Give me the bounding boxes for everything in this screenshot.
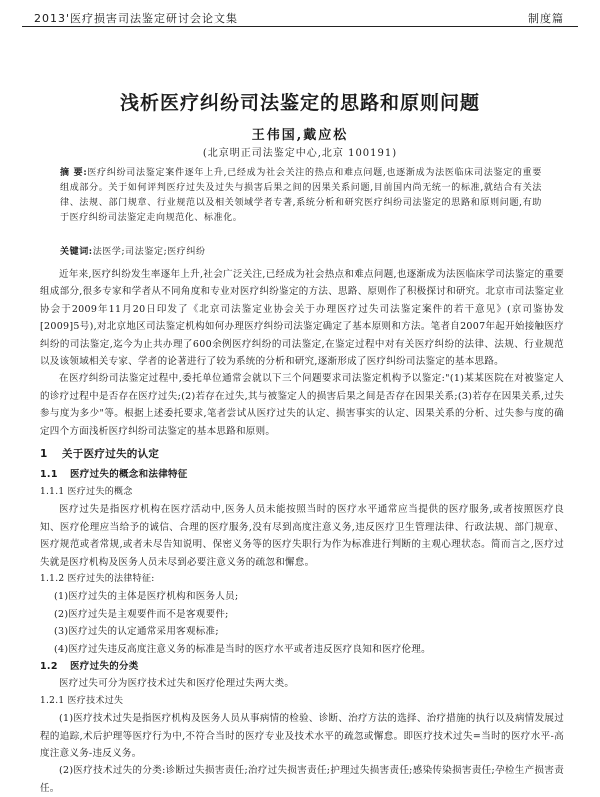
definition-paragraph: 医疗过失是指医疗机构在医疗活动中,医务人员未能按照当时的医疗水平通常应当提供的医疗服务,或者按照医疗良知、医疗伦理应当给予的诚信、合理的医疗服务,没有尽到高度注意义务,违反医疗卫生管理法律、行政法规、部门规章、医疗规范或者常规,或者未尽告知说明、保密义务等的医疗失职行为作为标准进行判断的主观心理状态。简而言之,医疗过失就是医疗机构及医务人员未尽到必要注意义务的疏忽和懈怠。	[40, 504, 564, 568]
section-1-heading	[40, 446, 564, 463]
section-1-number: 1	[40, 448, 48, 461]
list-item: (2)医疗过失是主观要件而不是客观要件;	[54, 608, 229, 620]
paper-authors: 王伟国,戴应松	[251, 128, 349, 143]
list-item: (3)医疗过失的认定通常采用客观标准;	[54, 626, 219, 638]
section-1-1-1-heading: 1.1.1 医疗过失的概念	[40, 486, 133, 497]
intro-paragraph-2: 在医疗纠纷司法鉴定过程中,委托单位通常会就以下三个问题要求司法鉴定机构予以鉴定:"(1)某某医院在对被鉴定人的诊疗过程中是否存在医疗过失;(2)若存在过失,其与被鉴定人的损害后果之间是否存在因果关系;(3)若存在因果关系,过失参与度为多少"等。根据上述委托要求,笔者尝试从医疗过失的认定、损害事实的认定、因果关系的分析、过失参与度的确定四个方面浅析医疗纠纷司法鉴定的基本思路和原则。	[40, 373, 564, 437]
section-1-2-title: 医疗过失的分类	[70, 660, 139, 672]
technical-fault-types-paragraph: (2)医疗技术过失的分类:诊断过失损害责任;治疗过失损害责任;护理过失损害责任;感染传染损害责任;孕检生产损害责任。	[40, 765, 564, 794]
section-1-2-number: 1.2	[40, 660, 58, 672]
section-1-title: 关于医疗过失的认定	[62, 448, 160, 461]
keywords-label: 关键词:	[60, 247, 93, 257]
list-item: (4)医疗过失违反高度注意义务的标准是当时的医疗水平或者违反医疗良知和医疗伦理。	[54, 643, 431, 655]
section-1-2-1-heading: 1.2.1 医疗技术过失	[40, 695, 124, 706]
section-1-1-heading	[40, 466, 564, 483]
classification-paragraph: 医疗过失可分为医疗技术过失和医疗伦理过失两大类。	[59, 678, 295, 690]
intro-paragraph-1: 近年来,医疗纠纷发生率逐年上升,社会广泛关注,已经成为社会热点和难点问题,也逐渐成为法医临床学司法鉴定的重要组成部分,很多专家和学者从不同角度和专业对医疗纠纷鉴定的方法、思路、原则作了积极探讨和研究。北京市司法鉴定业协会于2009年11月20日印发了《北京司法鉴定业协会关于办理医疗过失司法鉴定案件的若干意见》(京司鉴协发[2009]5号),对北京地区司法鉴定机构如何办理医疗纠纷司法鉴定确定了基本原则和方法。笔者自2007年起开始接触医疗纠纷的司法鉴定,迄今为止共办理了600余例医疗纠纷的司法鉴定,在鉴定过程中对有关医疗纠纷的法律、法规、行业规范以及该领域相关专家、学者的论著进行了较为系统的分析和研究,逐渐形成了医疗纠纷司法鉴定的基本思路。	[40, 269, 564, 368]
paper-body	[40, 266, 564, 797]
list-item: (1)医疗过失的主体是医疗机构和医务人员;	[54, 591, 239, 603]
technical-fault-paragraph: (1)医疗技术过失是指医疗机构及医务人员从事病情的检验、诊断、治疗方法的选择、治疗措施的执行以及病情发展过程的追踪,术后护理等医疗行为中,不符合当时的医疗专业及技术水平的疏忽或懈怠。即医疗技术过失=当时的医疗水平-高度注意义务-违反义务。	[40, 713, 564, 759]
paper-title: 浅析医疗纠纷司法鉴定的思路和原则问题	[119, 92, 480, 114]
abstract-text: 医疗纠纷司法鉴定案件逐年上升,已经成为社会关注的热点和难点问题,也逐渐成为法医临床司法鉴定的重要组成部分。关于如何评判医疗过失及过失与损害后果之间的因果关系问题,目前国内尚无统一的标准,就结合有关法律、法规、部门规章、行业规范以及相关领域学者专著,系统分析和研究医疗纠纷司法鉴定的思路和原则问题,有助于医疗纠纷司法鉴定走向规范化、标准化。	[60, 168, 542, 223]
section-1-1-number: 1.1	[40, 469, 58, 481]
abstract-label: 摘 要:	[60, 168, 88, 178]
paper-affiliation: (北京明正司法鉴定中心,北京 100191)	[202, 148, 398, 159]
running-header-journal: 2013'医疗损害司法鉴定研讨会论文集	[34, 12, 239, 25]
running-header-section: 制度篇	[528, 12, 564, 25]
section-1-2-heading	[40, 658, 564, 675]
abstract	[60, 166, 542, 226]
keywords	[60, 245, 542, 260]
running-header	[22, 8, 578, 27]
section-1-1-title: 医疗过失的概念和法律特征	[70, 469, 188, 481]
section-1-1-2-heading: 1.1.2 医疗过失的法律特征:	[40, 573, 155, 584]
keywords-text: 法医学;司法鉴定;医疗纠纷	[92, 247, 206, 257]
